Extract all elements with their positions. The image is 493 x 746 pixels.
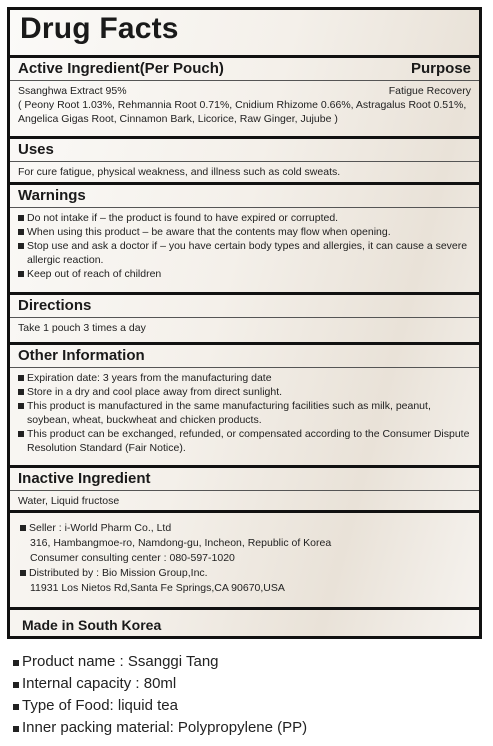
list-item	[18, 267, 471, 281]
info-text: Expiration date: 3 years from the manufacturing date	[27, 372, 272, 384]
info-text: Store in a dry and cool place away from direct sunlight.	[27, 386, 283, 398]
bullet-icon	[18, 271, 24, 277]
warning-text: Keep out of reach of children	[27, 268, 162, 280]
list-item	[20, 521, 471, 536]
other-information-section	[10, 342, 479, 455]
warning-text: Stop use and ask a doctor if – you have certain body types and allergies, it can cause a severe allergic reaction.	[27, 240, 468, 266]
active-ingredient-heading: Active Ingredient(Per Pouch)	[18, 60, 224, 77]
list-item	[18, 385, 471, 399]
bullet-icon	[18, 229, 24, 235]
bullet-icon	[18, 389, 24, 395]
seller-body	[10, 513, 479, 596]
distributor-label: Distributed by : Bio Mission Group,Inc.	[29, 567, 208, 579]
other-information-heading-text: Other Information	[18, 347, 145, 364]
list-item	[13, 717, 307, 739]
made-in-label: Made in South Korea	[10, 607, 479, 642]
info-text: This product can be exchanged, refunded, or compensated according to the Consumer Dispute Resolution Standard (Fair Notice).	[27, 428, 470, 454]
uses-text: For cure fatigue, physical weakness, and illness such as cold sweats.	[18, 166, 341, 178]
bullet-icon	[13, 682, 19, 688]
uses-heading	[10, 139, 479, 162]
consumer-consulting: Consumer consulting center : 080-597-1020	[30, 552, 235, 564]
list-item	[13, 695, 307, 717]
directions-section	[10, 292, 479, 335]
list-item	[20, 566, 471, 581]
other-information-heading	[10, 345, 479, 368]
warnings-section	[10, 182, 479, 281]
bullet-icon	[18, 403, 24, 409]
seller-label: Seller : i-World Pharm Co., Ltd	[29, 522, 172, 534]
ingredient-detail-line: Angelica Gigas Root, Cinnamon Bark, Licorice, Raw Ginger, Jujube )	[18, 113, 338, 125]
warning-text: Do not intake if – the product is found to have expired or corrupted.	[27, 212, 339, 224]
distributor-address: 11931 Los Nietos Rd,Santa Fe Springs,CA 90670,USA	[30, 582, 285, 594]
warnings-body	[10, 208, 479, 281]
list-item	[18, 239, 471, 267]
purpose-heading: Purpose	[410, 60, 471, 77]
product-info-text: Inner packing material: Polypropylene (PP)	[22, 719, 308, 736]
directions-text: Take 1 pouch 3 times a day	[18, 322, 146, 334]
inactive-ingredient-section	[10, 465, 479, 508]
bullet-icon	[13, 704, 19, 710]
inactive-ingredient-heading	[10, 468, 479, 491]
bullet-icon	[18, 375, 24, 381]
product-info-text: Internal capacity : 80ml	[22, 675, 177, 692]
bullet-icon	[20, 570, 26, 576]
bullet-icon	[18, 243, 24, 249]
list-item	[18, 211, 471, 225]
info-text: This product is manufactured in the same manufacturing facilities such as milk, peanut, soybean, wheat, buckwheat and chicken products.	[27, 400, 431, 426]
seller-section	[10, 510, 479, 596]
bullet-icon	[20, 525, 26, 531]
bullet-icon	[13, 726, 19, 732]
ingredient-detail-line: ( Peony Root 1.03%, Rehmannia Root 0.71%, Cnidium Rhizome 0.66%, Astragalus Root 0.51%,	[18, 99, 467, 111]
bullet-icon	[18, 215, 24, 221]
other-information-body	[10, 368, 479, 455]
warnings-heading-text: Warnings	[18, 187, 86, 204]
seller-address: 316, Hambangmoe-ro, Namdong-gu, Incheon, Republic of Korea	[30, 537, 332, 549]
product-info-text: Type of Food: liquid tea	[22, 697, 178, 714]
ingredient-name: Ssanghwa Extract 95%	[18, 85, 127, 97]
uses-heading-text: Uses	[18, 141, 54, 158]
product-info-text: Product name : Ssanggi Tang	[22, 653, 219, 670]
inactive-ingredient-heading-text: Inactive Ingredient	[18, 470, 151, 487]
list-item	[13, 673, 307, 695]
product-info	[13, 651, 307, 739]
active-ingredient-header	[10, 58, 479, 81]
list-item	[18, 399, 471, 427]
warnings-heading	[10, 185, 479, 208]
active-ingredient-body	[10, 81, 479, 126]
list-item	[13, 651, 307, 673]
inactive-ingredient-text: Water, Liquid fructose	[18, 495, 120, 507]
directions-heading	[10, 295, 479, 318]
drug-facts-title: Drug Facts	[20, 12, 179, 45]
directions-heading-text: Directions	[18, 297, 92, 314]
drug-facts-panel	[7, 7, 482, 639]
ingredient-purpose: Fatigue Recovery	[388, 85, 471, 97]
list-item	[18, 225, 471, 239]
list-item	[18, 371, 471, 385]
warning-text: When using this product – be aware that the contents may flow when opening.	[27, 226, 391, 238]
bullet-icon	[18, 431, 24, 437]
bullet-icon	[13, 660, 19, 666]
active-ingredient-section	[10, 55, 479, 126]
list-item	[18, 427, 471, 455]
uses-section	[10, 136, 479, 179]
